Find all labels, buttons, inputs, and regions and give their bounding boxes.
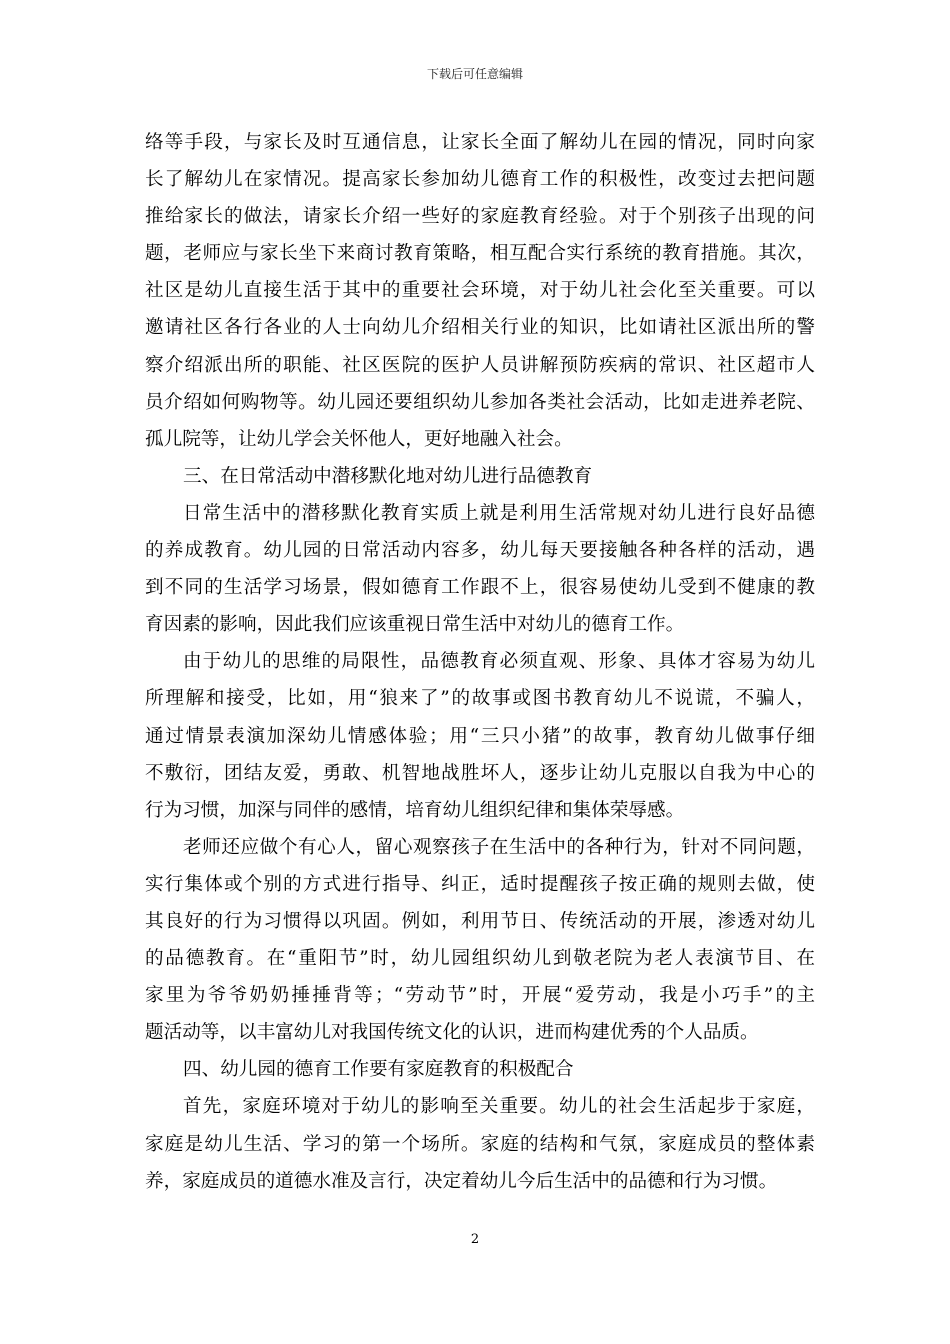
page-number: 2 [470, 1232, 480, 1247]
text-line: 的品德教育。在“重阳节”时，幼儿园组织幼儿到敬老院为老人表演节目、在 [145, 948, 815, 970]
text-line: 长了解幼儿在家情况。提高家长参加幼儿德育工作的积极性，改变过去把问题 [145, 169, 815, 191]
text-line: 行为习惯，加深与同伴的感情，培育幼儿组织纪律和集体荣辱感。 [145, 799, 685, 821]
text-line: 三、在日常活动中潜移默化地对幼儿进行品德教育 [183, 465, 593, 487]
text-line: 邀请社区各行各业的人士向幼儿介绍相关行业的知识，比如请社区派出所的警 [145, 317, 815, 339]
text-line: 老师还应做个有心人，留心观察孩子在生活中的各种行为，针对不同问题， [183, 836, 815, 858]
text-line: 所理解和接受，比如，用“狼来了”的故事或图书教育幼儿不说谎，不骗人， [145, 688, 815, 710]
text-line: 推给家长的做法，请家长介绍一些好的家庭教育经验。对于个别孩子出现的问 [145, 206, 815, 228]
text-line: 络等手段，与家长及时互通信息，让家长全面了解幼儿在园的情况，同时向家 [145, 132, 815, 153]
text-line: 养，家庭成员的道德水准及言行，决定着幼儿今后生活中的品德和行为习惯。 [145, 1170, 778, 1192]
text-line: 通过情景表演加深幼儿情感体验；用“三只小猪”的故事，教育幼儿做事仔细 [145, 725, 815, 747]
text-line: 日常生活中的潜移默化教育实质上就是利用生活常规对幼儿进行良好品德 [183, 502, 815, 524]
text-line: 到不同的生活学习场景，假如德育工作跟不上，很容易使幼儿受到不健康的教 [145, 577, 815, 599]
text-line: 实行集体或个别的方式进行指导、纠正，适时提醒孩子按正确的规则去做，使 [145, 873, 815, 895]
text-line: 首先，家庭环境对于幼儿的影响至关重要。幼儿的社会生活起步于家庭， [183, 1096, 815, 1118]
text-line: 由于幼儿的思维的局限性，品德教育必须直观、形象、具体才容易为幼儿 [183, 651, 815, 673]
text-line: 员介绍如何购物等。幼儿园还要组织幼儿参加各类社会活动，比如走进养老院、 [145, 391, 815, 413]
text-line: 家庭是幼儿生活、学习的第一个场所。家庭的结构和气氛，家庭成员的整体素 [145, 1133, 815, 1155]
text-line: 其良好的行为习惯得以巩固。例如，利用节日、传统活动的开展，渗透对幼儿 [145, 910, 815, 932]
body-text [145, 124, 815, 1200]
text-line: 孤儿院等，让幼儿学会关怀他人，更好地融入社会。 [145, 428, 573, 450]
text-line: 察介绍派出所的职能、社区医院的医护人员讲解预防疾病的常识、社区超市人 [145, 354, 815, 376]
text-line: 不敷衍，团结友爱，勇敢、机智地战胜坏人，逐步让幼儿克服以自我为中心的 [145, 762, 815, 784]
text-line: 四、幼儿园的德育工作要有家庭教育的积极配合 [183, 1059, 574, 1081]
text-line: 育因素的影响，因此我们应该重视日常生活中对幼儿的德育工作。 [145, 614, 685, 636]
text-line: 的养成教育。幼儿园的日常活动内容多，幼儿每天要接触各种各样的活动，遇 [145, 540, 815, 562]
text-line: 社区是幼儿直接生活于其中的重要社会环境，对于幼儿社会化至关重要。可以 [145, 280, 815, 302]
text-line: 题，老师应与家长坐下来商讨教育策略，相互配合实行系统的教育措施。其次， [145, 243, 815, 265]
text-line: 家里为爷爷奶奶捶捶背等；“劳动节”时，开展“爱劳动，我是小巧手”的主 [145, 985, 815, 1007]
page-header: 下载后可任意编辑 [426, 67, 523, 81]
text-line: 题活动等，以丰富幼儿对我国传统文化的认识，进而构建优秀的个人品质。 [145, 1022, 759, 1044]
